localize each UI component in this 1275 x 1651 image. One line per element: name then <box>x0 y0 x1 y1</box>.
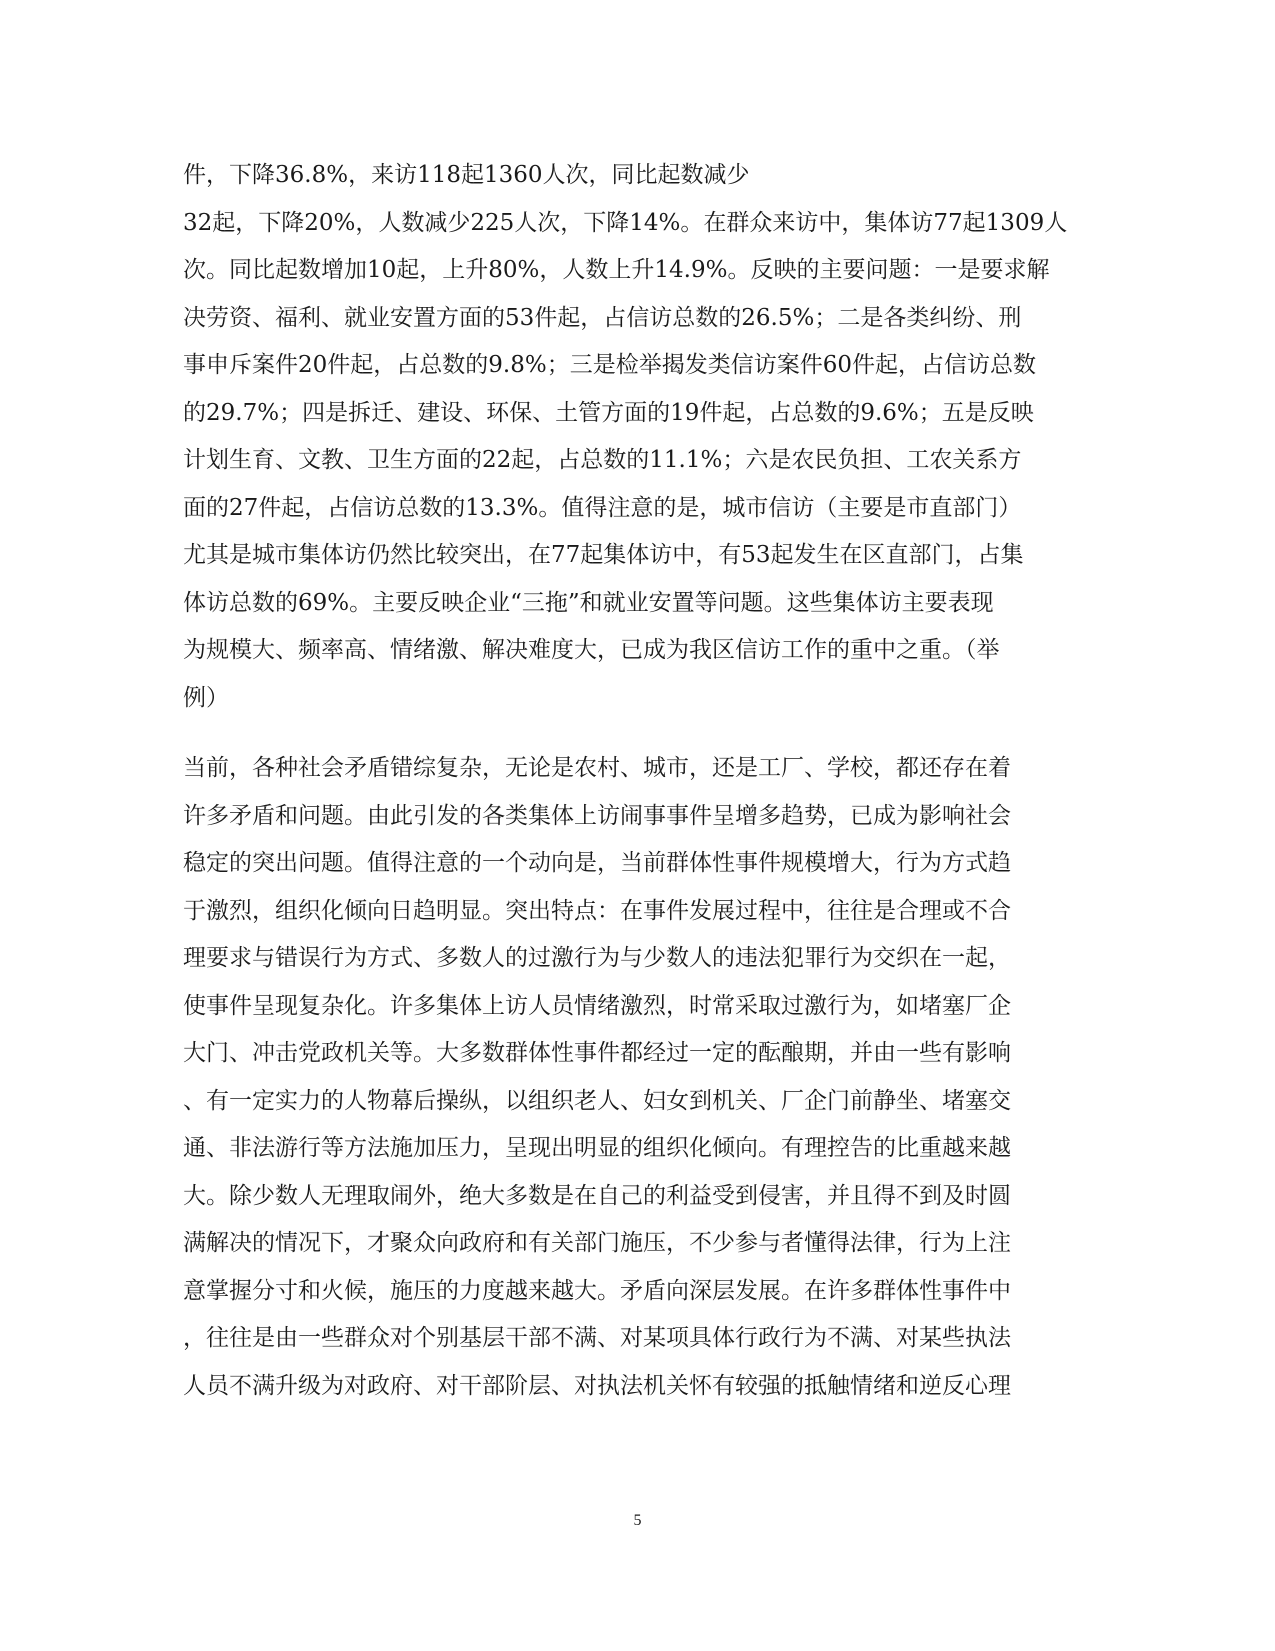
paragraph-line: 的29.7%；四是拆迁、建设、环保、土管方面的19件起，占总数的9.6%；五是反映 <box>183 399 1034 426</box>
paragraph-line: 于激烈，组织化倾向日趋明显。突出特点：在事件发展过程中，往往是合理或不合 <box>183 897 1011 924</box>
paragraph-line: 、有一定实力的人物幕后操纵，以组织老人、妇女到机关、厂企门前静坐、堵塞交 <box>183 1087 1011 1114</box>
paragraph-line: 理要求与错误行为方式、多数人的过激行为与少数人的违法犯罪行为交织在一起， <box>183 945 1011 971</box>
paragraph-line: 32起，下降20%，人数减少225人次，下降14%。在群众来访中，集体访77起1309人 <box>183 209 1068 236</box>
paragraph-2 <box>183 745 1083 1410</box>
paragraph-line: 面的27件起，占信访总数的13.3%。值得注意的是，城市信访（主要是市直部门） <box>183 494 1022 521</box>
paragraph-line: 意掌握分寸和火候，施压的力度越来越大。矛盾向深层发展。在许多群体性事件中 <box>183 1277 1011 1304</box>
paragraph-line: 计划生育、文教、卫生方面的22起，占总数的11.1%；六是农民负担、工农关系方 <box>183 447 1022 473</box>
paragraph-line: ，往往是由一些群众对个别基层干部不满、对某项具体行政行为不满、对某些执法 <box>183 1325 1011 1351</box>
paragraph-1 <box>183 152 1083 722</box>
paragraph-line: 当前，各种社会矛盾错综复杂，无论是农村、城市，还是工厂、学校，都还存在着 <box>183 755 1011 781</box>
paragraph-line: 件，下降36.8%，来访118起1360人次，同比起数减少 <box>183 162 750 188</box>
paragraph-line: 稳定的突出问题。值得注意的一个动向是，当前群体性事件规模增大，行为方式趋 <box>183 850 1011 876</box>
paragraph-line: 人员不满升级为对政府、对干部阶层、对执法机关怀有较强的抵触情绪和逆反心理 <box>183 1372 1011 1399</box>
paragraph-line: 大。除少数人无理取闹外，绝大多数是在自己的利益受到侵害，并且得不到及时圆 <box>183 1182 1011 1209</box>
paragraph-line: 大门、冲击党政机关等。大多数群体性事件都经过一定的酝酿期，并由一些有影响 <box>183 1040 1011 1066</box>
paragraph-line: 通、非法游行等方法施加压力，呈现出明显的组织化倾向。有理控告的比重越来越 <box>183 1135 1011 1161</box>
paragraph-line: 决劳资、福利、就业安置方面的53件起，占信访总数的26.5%；二是各类纠纷、刑 <box>183 304 1022 331</box>
paragraph-line: 使事件呈现复杂化。许多集体上访人员情绪激烈，时常采取过激行为，如堵塞厂企 <box>183 992 1011 1019</box>
paragraph-line: 许多矛盾和问题。由此引发的各类集体上访闹事事件呈增多趋势，已成为影响社会 <box>183 802 1011 829</box>
page-number: 5 <box>633 1512 642 1529</box>
paragraph-line: 满解决的情况下，才聚众向政府和有关部门施压，不少参与者懂得法律，行为上注 <box>183 1230 1011 1256</box>
paragraph-line: 体访总数的69%。主要反映企业“三拖”和就业安置等问题。这些集体访主要表现 <box>183 589 994 616</box>
paragraph-line: 次。同比起数增加10起，上升80%，人数上升14.9%。反映的主要问题：一是要求解 <box>183 257 1050 283</box>
paragraph-line: 事申斥案件20件起，占总数的9.8%；三是检举揭发类信访案件60件起，占信访总数 <box>183 352 1036 378</box>
paragraph-line: 例） <box>183 684 229 711</box>
paragraph-line: 为规模大、频率高、情绪激、解决难度大，已成为我区信访工作的重中之重。（举 <box>183 637 1000 663</box>
paragraph-line: 尤其是城市集体访仍然比较突出，在77起集体访中，有53起发生在区直部门，占集 <box>183 542 1024 568</box>
